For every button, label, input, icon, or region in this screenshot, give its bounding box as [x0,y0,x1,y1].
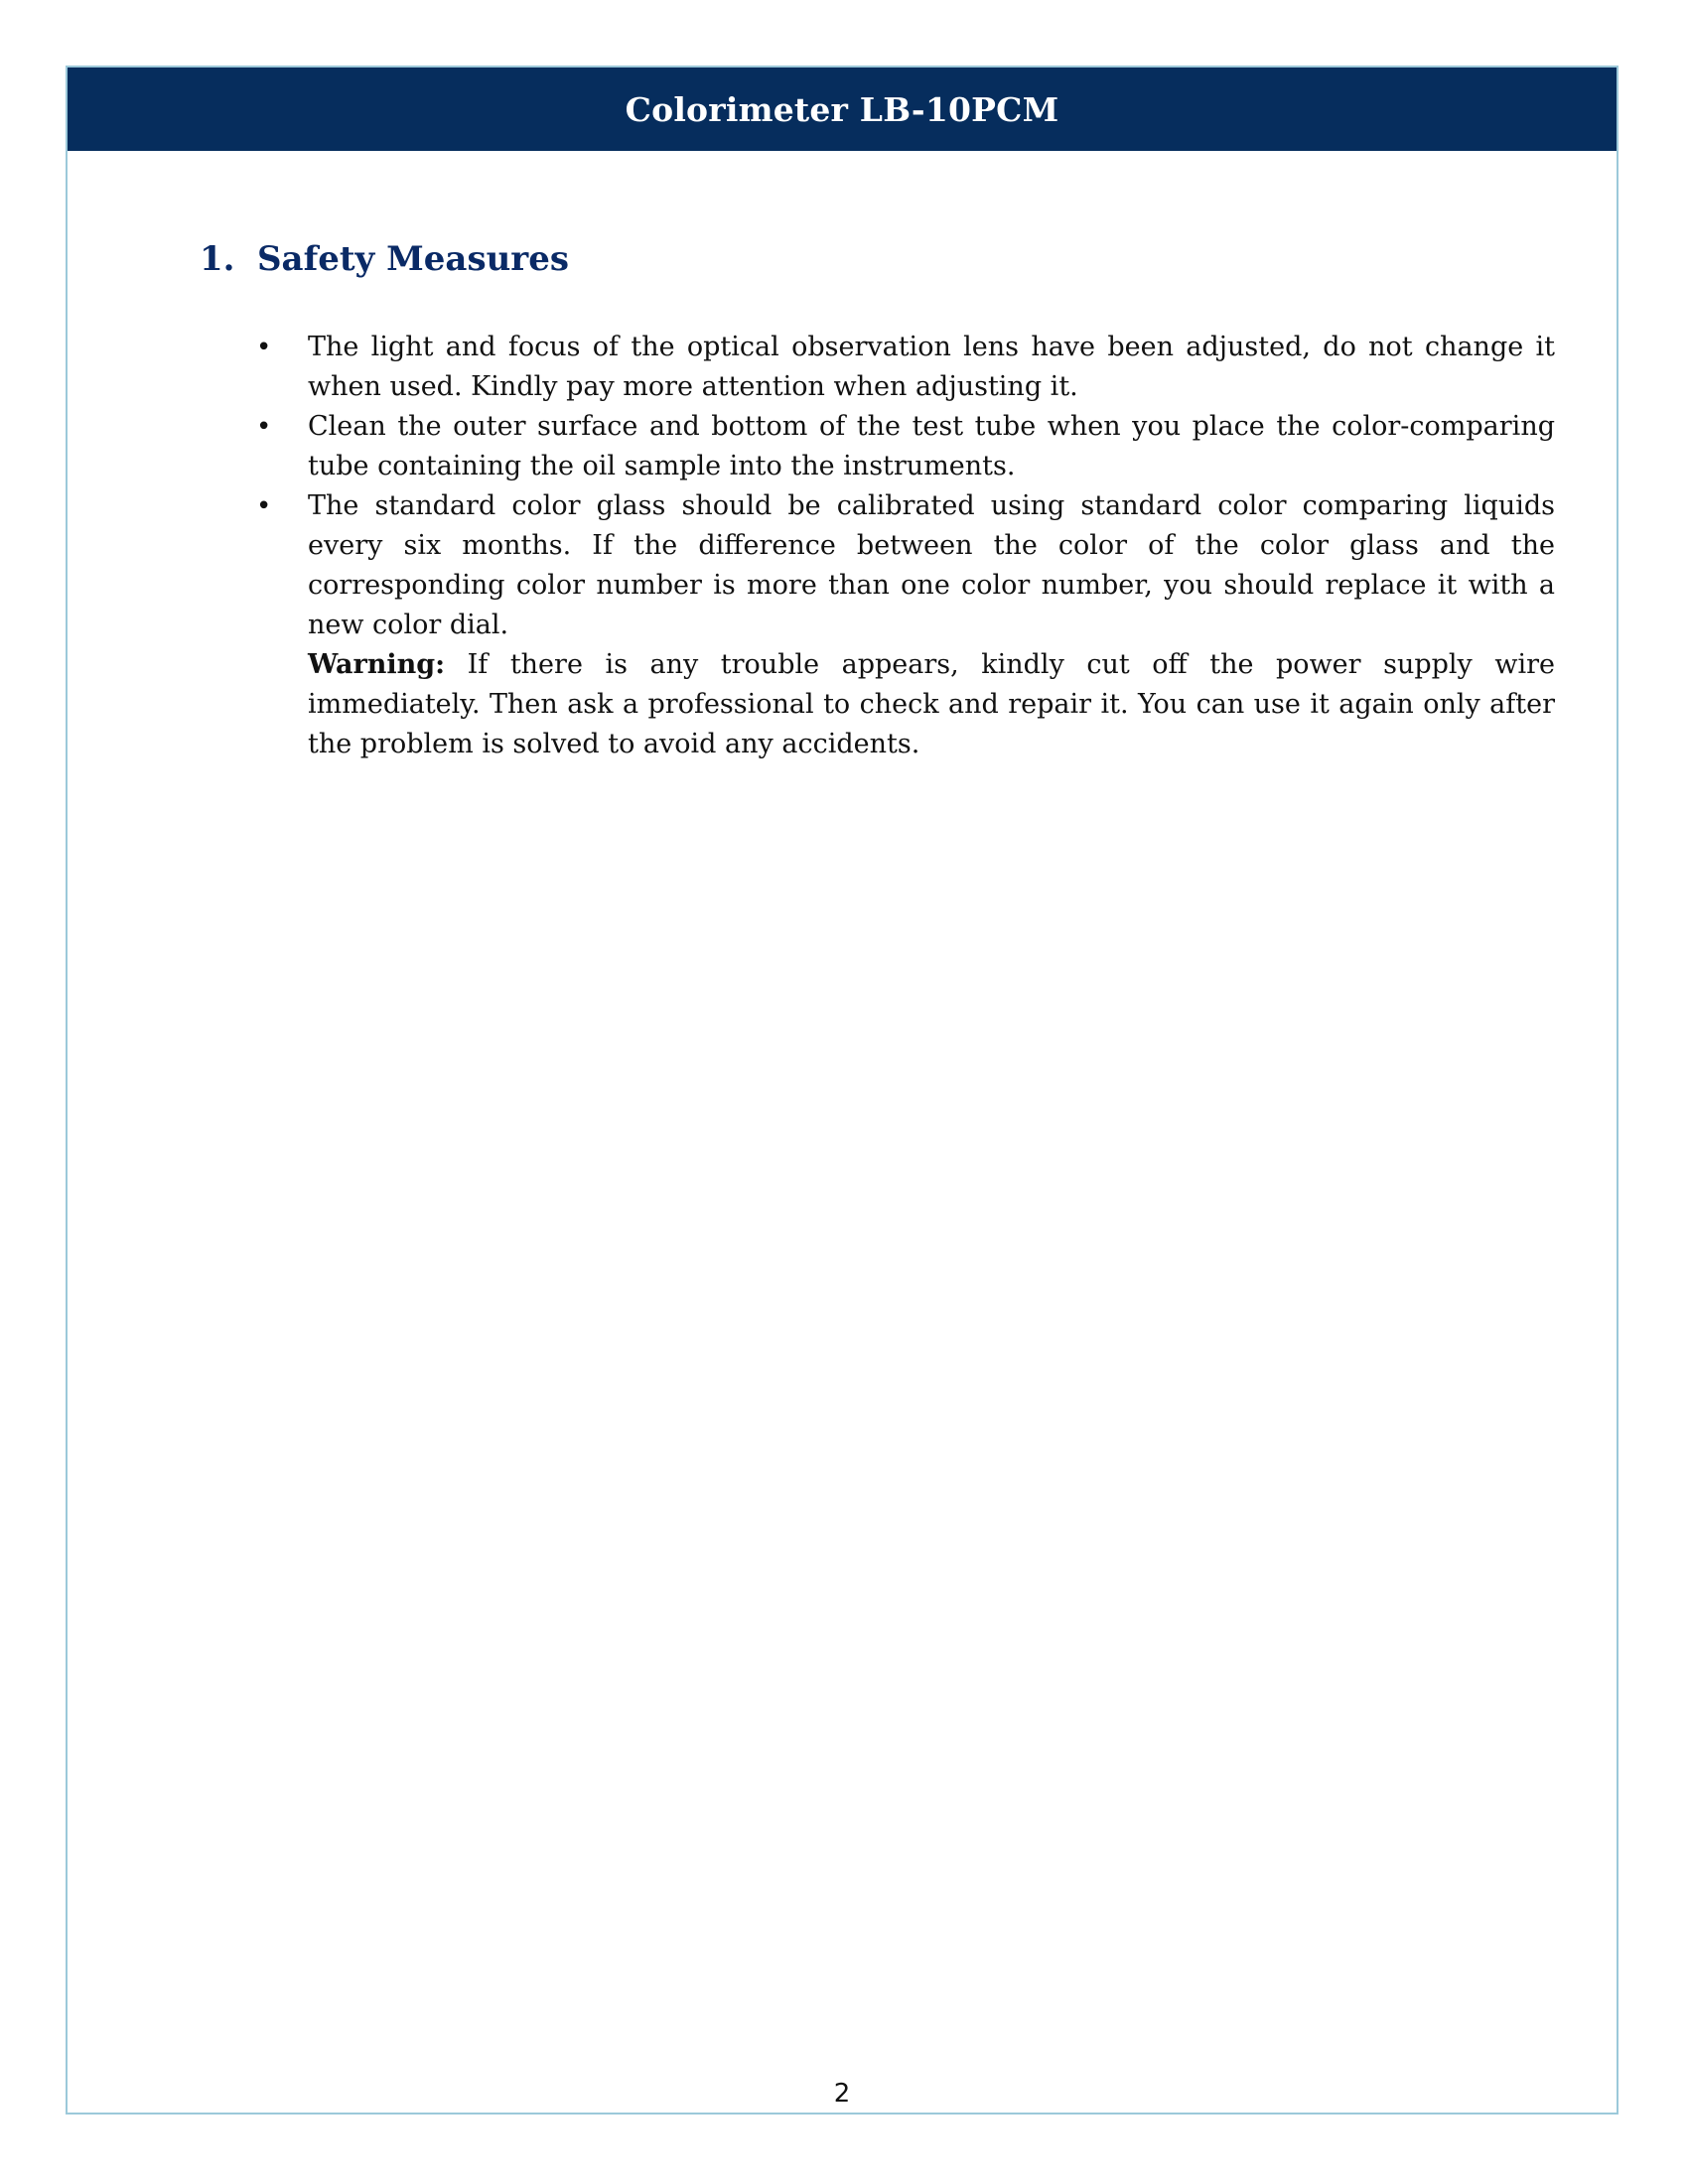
list-item-text: Clean the outer surface and bottom of the test tube when you place the color-comparing tube containing the oil sample into the instruments. [308,411,1555,481]
section-heading [200,239,569,279]
list-item [256,486,1555,645]
list-item [256,328,1555,407]
bullet-icon: • [256,491,272,521]
header-title: Colorimeter LB-10PCM [625,89,1059,129]
warning-label: Warning: [308,649,446,680]
safety-measures-list [256,328,1555,764]
bullet-icon: • [256,333,272,362]
list-item-text: The standard color glass should be calibrated using standard color comparing liquids every six months. If the difference between the color of the color glass and the corresponding color number is more than one color number, you should replace it with a new color dial. [308,490,1555,640]
warning-paragraph [308,645,1555,764]
list-item-text: The light and focus of the optical observation lens have been adjusted, do not change it when used. Kindly pay more attention when adjusting it. [308,332,1555,402]
header-bar [68,68,1617,151]
warning-text: If there is any trouble appears, kindly cut off the power supply wire immediately. Then ask a professional to check and repair it. You can use it again only after the problem is solved to avoid any accidents. [308,649,1555,759]
list-item [256,407,1555,486]
page-frame [66,66,1618,2115]
bullet-icon: • [256,412,272,442]
page-number: 2 [833,2079,851,2109]
section-title: Safety Measures [257,239,569,279]
section-number: 1. [200,239,235,279]
